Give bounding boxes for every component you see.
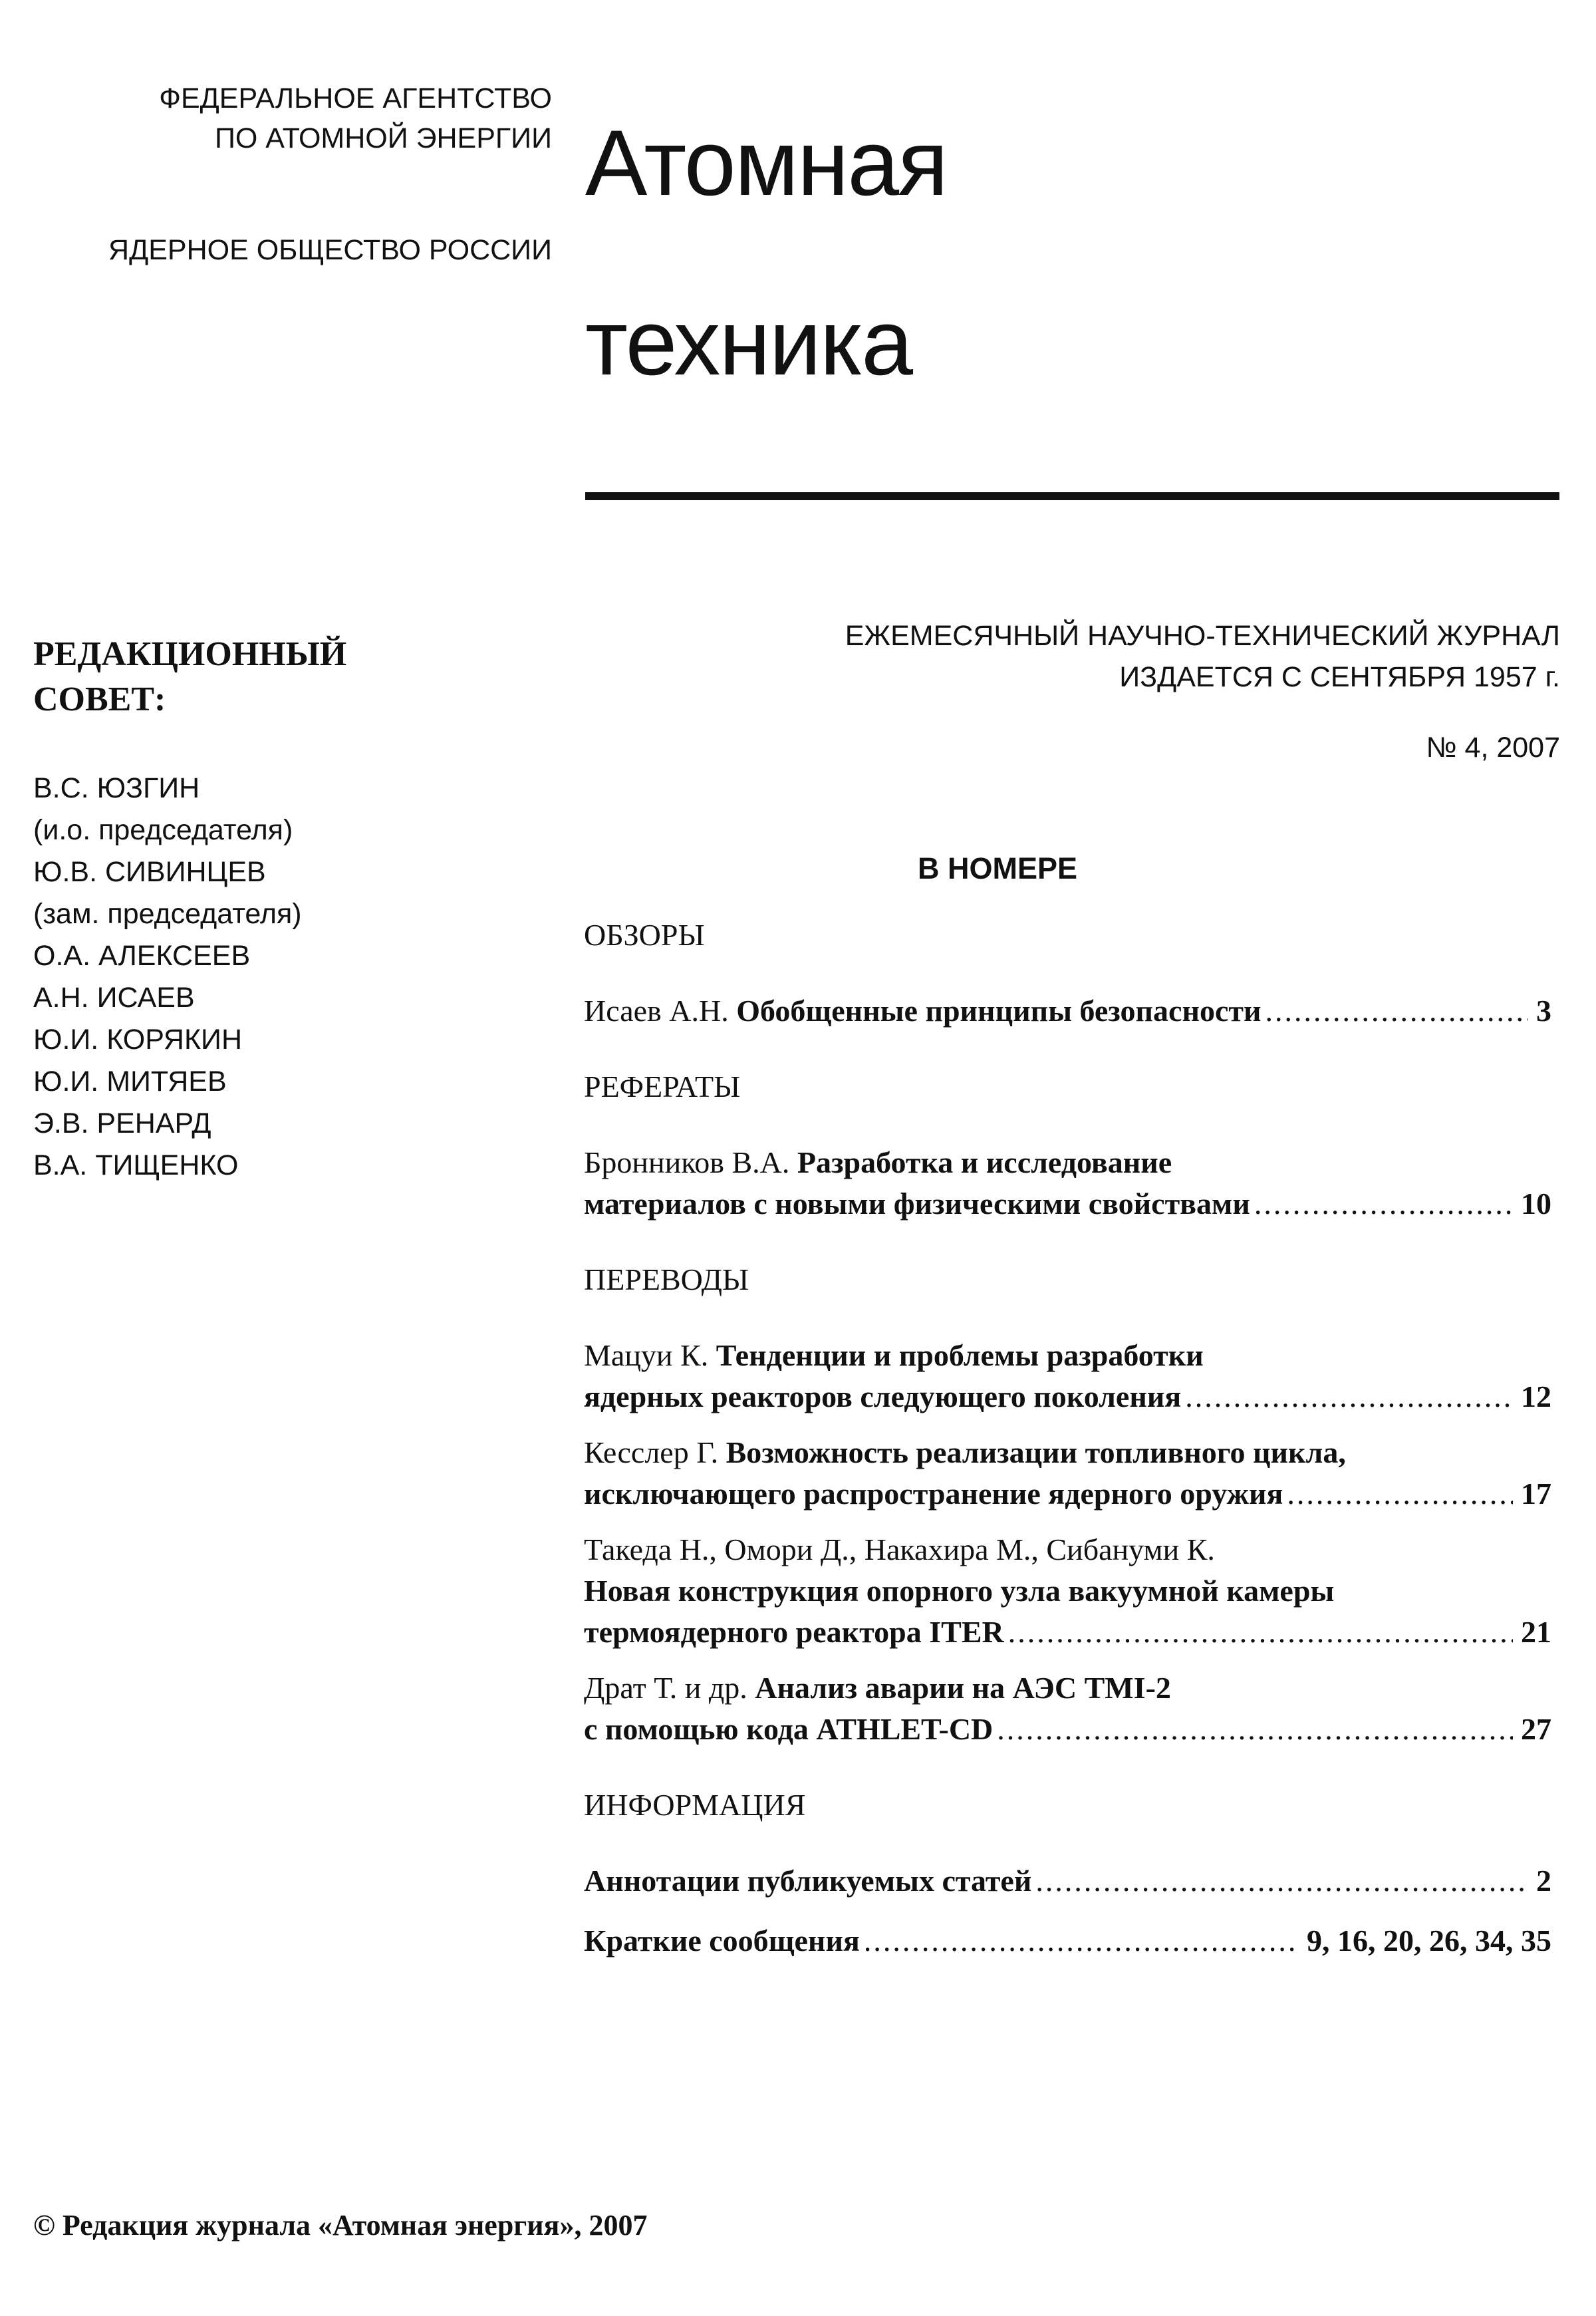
journal-masthead bbox=[585, 73, 1569, 544]
toc-entry-line bbox=[584, 1667, 1551, 1709]
toc-entry-author: Такеда Н., Омори Д., Накахира М., Сибануми К. bbox=[584, 1532, 1215, 1566]
toc-entry-title: Новая конструкция опорного узла вакуумной камеры bbox=[584, 1574, 1335, 1608]
issue-number: № 4, 2007 bbox=[1426, 732, 1560, 764]
toc-leader-dots bbox=[1265, 990, 1528, 1032]
toc-section-heading: ОБЗОРЫ bbox=[584, 918, 705, 952]
toc-entry-title: ядерных реакторов следующего поколения bbox=[584, 1379, 1182, 1413]
toc-entry-author: Кесслер Г. bbox=[584, 1435, 726, 1469]
toc-leader-dots bbox=[1254, 1183, 1513, 1225]
toc-entry[interactable] bbox=[584, 990, 1551, 1032]
contents-title: В НОМЕРЕ bbox=[917, 851, 1078, 885]
toc-section-entries bbox=[584, 1142, 1551, 1225]
journal-line-2: ИЗДАЕТСЯ С СЕНТЯБРЯ 1957 г. bbox=[1119, 661, 1560, 693]
editorial-board bbox=[33, 632, 499, 1187]
board-member: О.А. АЛЕКСЕЕВ bbox=[33, 940, 251, 972]
org-line: ЯДЕРНОЕ ОБЩЕСТВО РОССИИ bbox=[108, 234, 552, 266]
toc-section-entries bbox=[584, 1860, 1551, 1961]
toc-entry-title: Аннотации публикуемых статей bbox=[584, 1864, 1032, 1898]
toc-entry-line bbox=[584, 1432, 1551, 1473]
toc-entry[interactable] bbox=[584, 1529, 1551, 1653]
toc-entry-line bbox=[584, 1473, 1551, 1515]
toc-entry-line bbox=[584, 1860, 1551, 1902]
toc-entry-author: Мацуи К. bbox=[584, 1338, 716, 1372]
toc-leader-dots bbox=[864, 1920, 1299, 1961]
toc-leader-dots bbox=[997, 1709, 1513, 1750]
toc-entry-line bbox=[584, 1709, 1551, 1750]
toc-section-entries bbox=[584, 1335, 1551, 1750]
masthead-line-1: Атомная bbox=[585, 110, 947, 215]
toc-leader-dots bbox=[1185, 1376, 1513, 1417]
toc-section-entries bbox=[584, 990, 1551, 1032]
toc-section-heading: ИНФОРМАЦИЯ bbox=[584, 1788, 806, 1822]
masthead-rule bbox=[585, 492, 1559, 500]
toc-entry-title: исключающего распространение ядерного оружия bbox=[584, 1477, 1283, 1511]
board-member: В.А. ТИЩЕНКО bbox=[33, 1149, 239, 1181]
board-title: РЕДАКЦИОННЫЙ СОВЕТ: bbox=[33, 635, 347, 718]
toc-entry-title: Краткие сообщения bbox=[584, 1924, 860, 1957]
org-line: ПО АТОМНОЙ ЭНЕРГИИ bbox=[215, 122, 552, 154]
toc-entry-title: термоядерного реактора ITER bbox=[584, 1615, 1004, 1649]
masthead-line-2: техника bbox=[585, 290, 912, 394]
toc-entry-page: 2 bbox=[1536, 1864, 1551, 1898]
org-line: ФЕДЕРАЛЬНОЕ АГЕНТСТВО bbox=[159, 82, 552, 114]
toc-entry-line bbox=[584, 1612, 1551, 1653]
toc-entry-page: 12 bbox=[1521, 1379, 1551, 1413]
table-of-contents bbox=[584, 915, 1551, 1961]
toc-leader-dots bbox=[1008, 1612, 1513, 1653]
toc-entry-page: 21 bbox=[1521, 1615, 1551, 1649]
toc-entry-page: 9, 16, 20, 26, 34, 35 bbox=[1307, 1924, 1551, 1957]
toc-entry-title: Анализ аварии на АЭС TMI-2 bbox=[755, 1671, 1171, 1705]
toc-entry[interactable] bbox=[584, 1667, 1551, 1750]
toc-entry-title: Разработка и исследование bbox=[797, 1145, 1172, 1179]
board-member: В.С. ЮЗГИН bbox=[33, 772, 200, 804]
journal-description bbox=[585, 615, 1560, 698]
board-member: Ю.И. КОРЯКИН bbox=[33, 1024, 242, 1056]
toc-leader-dots bbox=[1035, 1860, 1528, 1902]
toc-entry[interactable] bbox=[584, 1860, 1551, 1902]
toc-entry-author: Исаев А.Н. bbox=[584, 994, 737, 1028]
toc-entry-author: Драт Т. и др. bbox=[584, 1671, 755, 1705]
toc-entry-page: 17 bbox=[1521, 1477, 1551, 1511]
toc-entry-line bbox=[584, 1920, 1551, 1961]
toc-entry[interactable] bbox=[584, 1142, 1551, 1225]
board-member: А.Н. ИСАЕВ bbox=[33, 982, 195, 1014]
board-member-list bbox=[33, 768, 499, 1187]
toc-entry[interactable] bbox=[584, 1335, 1551, 1417]
toc-entry-page: 10 bbox=[1521, 1187, 1551, 1221]
toc-entry-page: 27 bbox=[1521, 1712, 1551, 1746]
board-member: Э.В. РЕНАРД bbox=[33, 1107, 211, 1139]
toc-entry-title: с помощью кода ATHLET-CD bbox=[584, 1712, 994, 1746]
toc-entry-author: Бронников В.А. bbox=[584, 1145, 797, 1179]
board-member: Ю.И. МИТЯЕВ bbox=[33, 1066, 227, 1097]
toc-entry-line bbox=[584, 1183, 1551, 1225]
copyright: © Редакция журнала «Атомная энергия», 2007 bbox=[33, 2209, 648, 2242]
toc-entry-title: материалов с новыми физическими свойствами bbox=[584, 1187, 1250, 1221]
toc-entry-line bbox=[584, 1376, 1551, 1417]
toc-entry-page: 3 bbox=[1536, 994, 1551, 1028]
toc-entry-title: Обобщенные принципы безопасности bbox=[736, 994, 1262, 1028]
toc-entry-line bbox=[584, 1529, 1551, 1570]
toc-entry-line bbox=[584, 1335, 1551, 1376]
toc-entry-line bbox=[584, 1142, 1551, 1183]
toc-entry-title: Тенденции и проблемы разработки bbox=[716, 1338, 1204, 1372]
toc-leader-dots bbox=[1287, 1473, 1513, 1515]
toc-entry-title: Возможность реализации топливного цикла, bbox=[726, 1435, 1346, 1469]
journal-line-1: ЕЖЕМЕСЯЧНЫЙ НАУЧНО-ТЕХНИЧЕСКИЙ ЖУРНАЛ bbox=[845, 620, 1560, 652]
toc-entry-line bbox=[584, 1570, 1551, 1612]
toc-entry[interactable] bbox=[584, 1920, 1551, 1961]
toc-entry[interactable] bbox=[584, 1432, 1551, 1515]
toc-entry-line bbox=[584, 990, 1551, 1032]
publisher-organizations bbox=[40, 78, 552, 270]
toc-section-heading: РЕФЕРАТЫ bbox=[584, 1070, 741, 1103]
board-member: Ю.В. СИВИНЦЕВ bbox=[33, 856, 266, 888]
board-member: (зам. председателя) bbox=[33, 898, 302, 930]
toc-section-heading: ПЕРЕВОДЫ bbox=[584, 1262, 749, 1296]
board-member: (и.о. председателя) bbox=[33, 814, 293, 846]
